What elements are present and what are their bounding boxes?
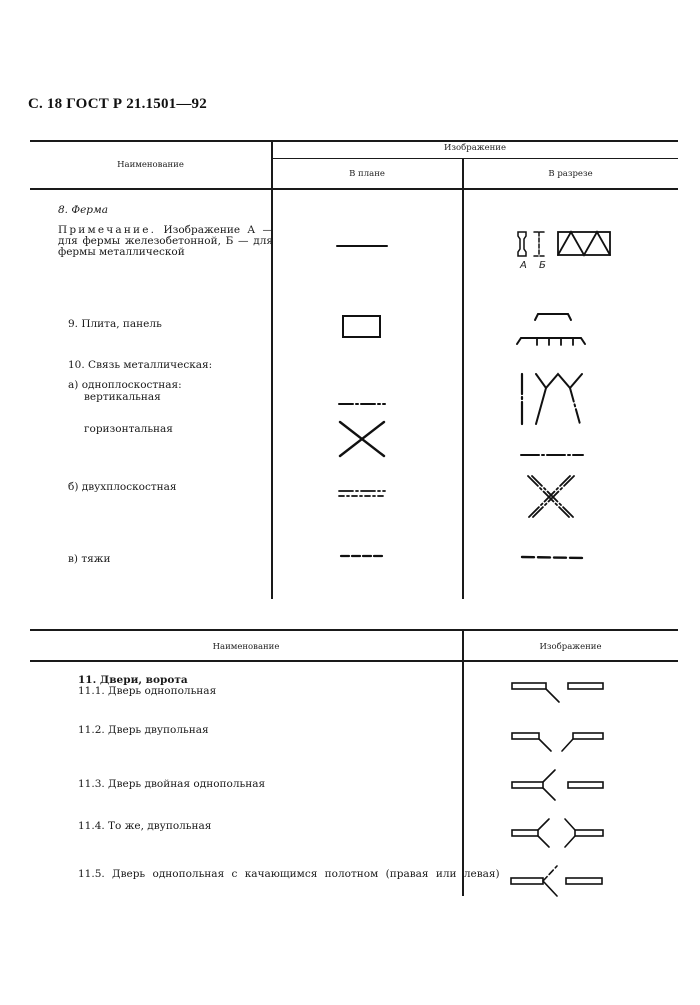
row-10a-name: а) одноплоскостная:	[68, 379, 182, 391]
double-x-cross-icon	[526, 474, 576, 520]
row-11-1-name: 11.1. Дверь однопольная	[78, 685, 217, 697]
dash-dot-line-icon	[338, 402, 386, 406]
row-10c-name: в) тяжи	[68, 553, 111, 565]
row-11-4-name: 11.4. То же, двупольная	[78, 820, 212, 832]
door-double-leaf-icon	[511, 732, 605, 754]
header-image-group: Изображение	[443, 143, 506, 153]
row-8-note	[58, 225, 273, 258]
table2-col-divider	[462, 631, 464, 896]
row-11-5-name: 11.5. Дверь однопольная с качающимся полотном (правая или левая)	[78, 868, 500, 880]
row-10a-sub: вертикальная	[84, 391, 161, 403]
row-11-2-name: 11.2. Дверь двупольная	[78, 724, 209, 736]
table1-header-bottom-rule	[30, 188, 678, 190]
truss-section-icon	[516, 230, 616, 258]
row-11-3-name: 11.3. Дверь двойная однопольная	[78, 778, 266, 790]
slab-section-icon	[515, 312, 589, 346]
dashed-line-icon	[521, 555, 585, 561]
door-single-leaf-icon	[511, 682, 605, 704]
truss-plan-line-icon	[336, 244, 388, 248]
vertical-bracing-icon	[518, 372, 598, 428]
door-double-double-leaf-icon	[511, 816, 605, 850]
row-10b-name: б) двухплоскостная	[68, 481, 177, 493]
door-swinging-icon	[510, 864, 604, 898]
dashed-line-icon	[340, 554, 386, 558]
table1-col-divider-2	[462, 159, 464, 599]
header-section: В разрезе	[548, 169, 593, 179]
label-b: Б	[539, 260, 546, 271]
row-10-name: 10. Связь металлическая:	[68, 359, 213, 371]
row-11-name: 11. Двери, ворота	[78, 674, 188, 686]
row-10a-horizontal-name: горизонтальная	[84, 423, 173, 435]
dash-dot-line-icon	[520, 453, 584, 457]
note-label: Примечание.	[58, 224, 157, 236]
note-text: Изображение А — для фермы железобетонной, Б — для фермы металлической	[58, 224, 273, 258]
row-9-name: 9. Плита, панель	[68, 318, 162, 330]
header-image: Изображение	[539, 642, 602, 652]
table2-top-rule	[30, 629, 678, 631]
header-name: Наименование	[212, 642, 280, 652]
table1-top-rule	[30, 140, 678, 142]
door-double-single-leaf-icon	[511, 768, 605, 802]
table2-header-bottom-rule	[30, 660, 678, 662]
label-a: А	[520, 260, 527, 271]
double-dash-dot-line-icon	[338, 489, 386, 499]
page-title: С. 18 ГОСТ Р 21.1501—92	[28, 96, 207, 112]
header-plan: В плане	[349, 169, 385, 179]
header-name: Наименование	[117, 160, 184, 170]
table1-subheader-rule	[272, 158, 678, 159]
row-8-name: 8. Ферма	[58, 204, 108, 216]
table1-col-divider-1	[271, 141, 273, 599]
x-cross-icon	[338, 420, 386, 458]
slab-rectangle-icon	[342, 315, 382, 339]
